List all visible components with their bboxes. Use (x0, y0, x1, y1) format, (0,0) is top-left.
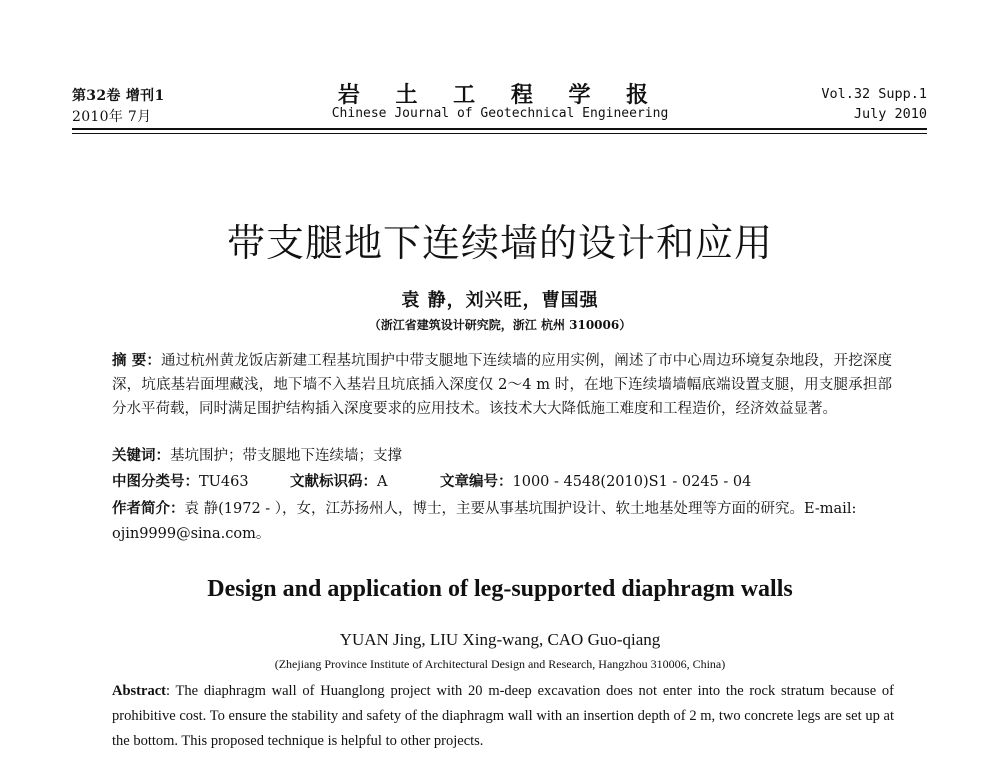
doc-code-line (290, 470, 387, 491)
abstract-en-text: : The diaphragm wall of Huanglong project with 20 m-deep excavation does not enter into the rock stratum because of prohibitive cost. To ensure the stability and safety of the diaphragm wall with an insertion depth of 2 m, two concrete legs are set up at the bottom. This proposed technique is helpful to other projects. (112, 683, 894, 749)
article-no-value: 1000 - 4548(2010)S1 - 0245 - 04 (512, 474, 752, 490)
affiliation-en: (Zhejiang Province Institute of Architectural Design and Research, Hangzhou 310006, China) (274, 657, 726, 671)
keywords-text: 基坑围护；带支腿地下连续墙；支撑 (170, 448, 402, 464)
abstract-cn (112, 349, 892, 421)
classification-line (112, 470, 249, 491)
date-cn: 2010年 7月 (72, 109, 152, 125)
header-rule-thin (72, 133, 927, 134)
affiliation-cn: （浙江省建筑设计研究院，浙江 杭州 310006） (368, 318, 632, 332)
abstract-cn-label: 摘 要： (112, 352, 162, 369)
clc-label: 中图分类号： (112, 473, 199, 490)
abstract-en-label: Abstract (112, 683, 166, 699)
author-bio-text: 袁 静(1972 - ），女，江苏扬州人，博士，主要从事基坑围护设计、软土地基处理等方面的研究。E-mail: (184, 501, 857, 517)
header-rule-thick (72, 128, 927, 130)
article-no-line (440, 470, 751, 491)
authors-en: YUAN Jing, LIU Xing-wang, CAO Guo-qiang (339, 630, 661, 649)
abstract-cn-text: 通过杭州黄龙饭店新建工程基坑围护中带支腿地下连续墙的应用实例，阐述了市中心周边环境复杂地段，开挖深度深，坑底基岩面埋藏浅，地下墙不入基岩且坑底插入深度仅 2～4 m 时，在地下连续墙墙幅底端设置支腿，用支腿承担部分水平荷载，同时满足围护结构插入深度要求的应用技术。该技术大大降低施工难度和工程造价，经济效益显著。 (112, 353, 892, 417)
doc-code-value: A (377, 474, 388, 490)
journal-title-cn: 岩 土 工 程 学 报 (337, 82, 663, 108)
authors-cn: 袁 静，刘兴旺，曹国强 (401, 290, 599, 311)
clc-value: TU463 (199, 474, 249, 490)
abstract-en (112, 679, 894, 754)
author-bio-email: ojin9999@sina.com。 (112, 526, 271, 542)
author-bio-label: 作者简介： (112, 500, 185, 517)
volume-issue-en: Vol.32 Supp.1 (821, 86, 927, 102)
volume-issue-cn: 第32卷 增刊1 (72, 88, 165, 104)
journal-title-en: Chinese Journal of Geotechnical Engineering (331, 106, 669, 121)
date-en: July 2010 (853, 106, 927, 122)
author-bio-line-1 (112, 497, 856, 518)
article-no-label: 文章编号： (440, 473, 513, 490)
keywords-line (112, 444, 402, 465)
article-title-en: Design and application of leg-supported diaphragm walls (207, 576, 793, 602)
keywords-label: 关键词： (112, 447, 170, 464)
article-title-cn: 带支腿地下连续墙的设计和应用 (226, 221, 773, 265)
doc-code-label: 文献标识码： (290, 473, 377, 490)
